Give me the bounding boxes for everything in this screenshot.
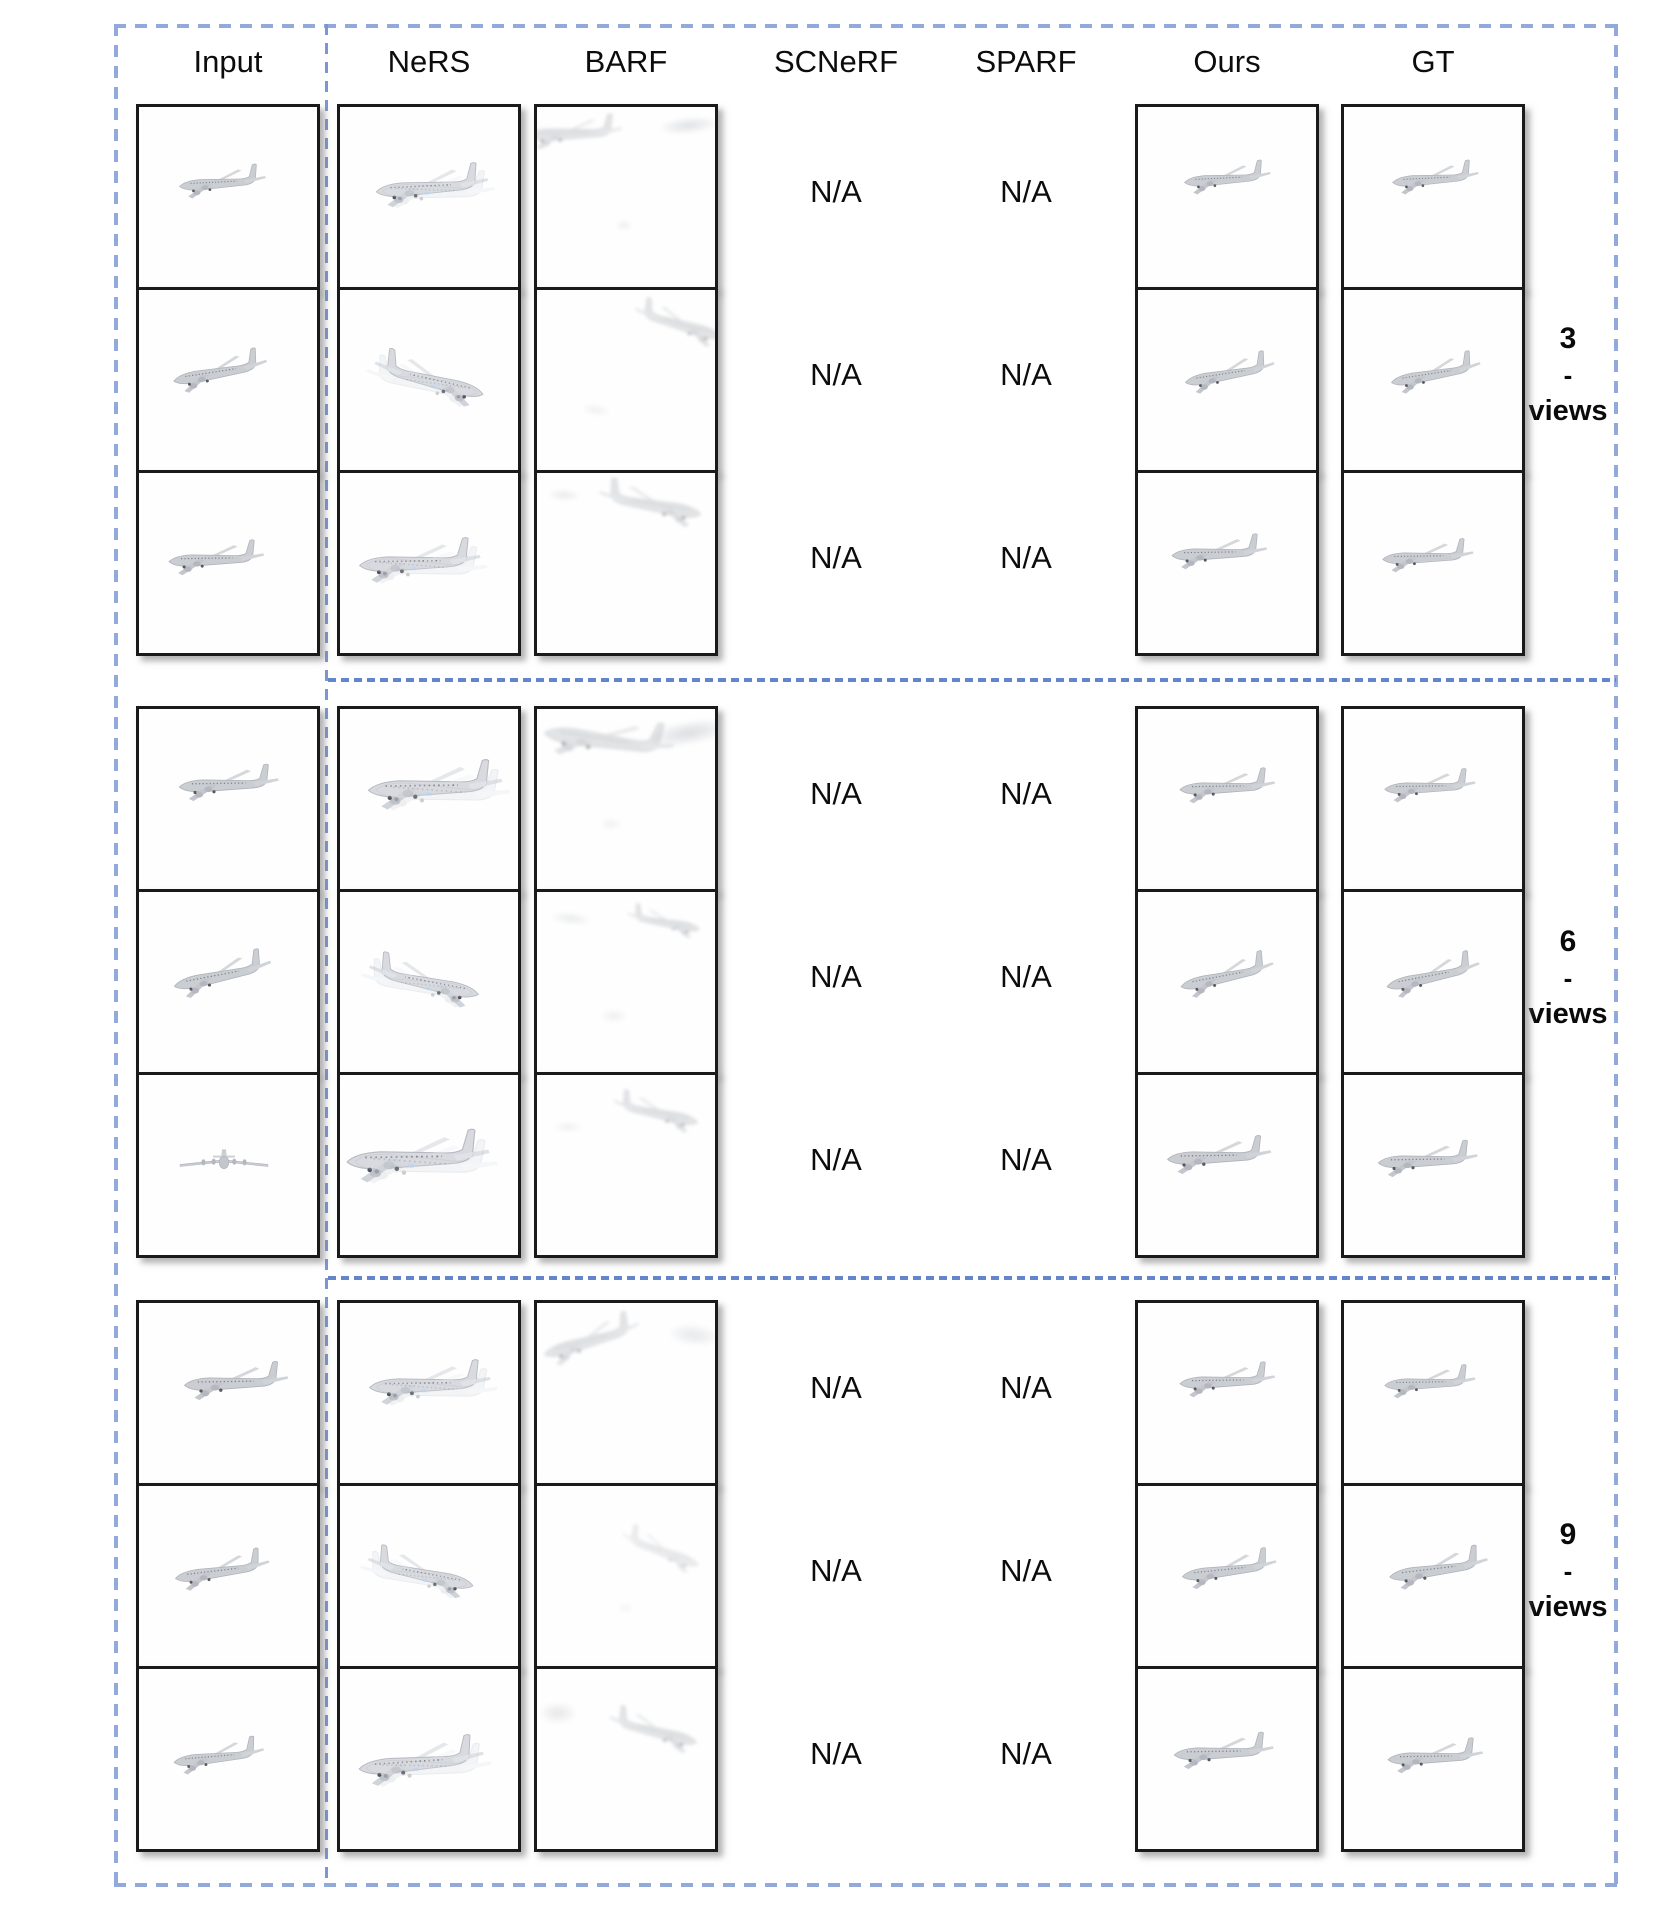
ours-image bbox=[1135, 1300, 1319, 1486]
barf-image bbox=[534, 1483, 718, 1669]
column-header-ners: NeRS bbox=[387, 44, 471, 79]
input-image bbox=[136, 889, 320, 1075]
input-image bbox=[136, 1072, 320, 1258]
ners-image bbox=[337, 1072, 521, 1258]
na-label-sparf: N/A bbox=[1000, 539, 1052, 575]
barf-image bbox=[534, 287, 718, 473]
ours-image bbox=[1135, 104, 1319, 290]
gt-image bbox=[1341, 287, 1525, 473]
ours-image bbox=[1135, 1483, 1319, 1669]
na-label-scnerf: N/A bbox=[810, 539, 862, 575]
group-label-dash: - bbox=[1563, 360, 1573, 390]
column-header-gt: GT bbox=[1411, 44, 1455, 79]
render-artifact bbox=[660, 115, 716, 136]
column-header-ours: Ours bbox=[1193, 44, 1261, 79]
na-label-scnerf: N/A bbox=[810, 1735, 862, 1771]
render-artifact bbox=[669, 1323, 718, 1348]
input-image bbox=[136, 1666, 320, 1852]
barf-image bbox=[534, 706, 718, 892]
render-artifact bbox=[616, 221, 632, 230]
group-label-number: 3 bbox=[1559, 322, 1577, 355]
figure-frame-top bbox=[114, 24, 1618, 28]
na-label-scnerf: N/A bbox=[810, 1552, 862, 1588]
render-artifact bbox=[554, 1122, 582, 1132]
na-label-sparf: N/A bbox=[1000, 1369, 1052, 1405]
na-label-scnerf: N/A bbox=[810, 1369, 862, 1405]
na-label-scnerf: N/A bbox=[810, 1141, 862, 1177]
figure-frame-bottom bbox=[114, 1883, 1618, 1887]
ours-image bbox=[1135, 889, 1319, 1075]
ners-image bbox=[337, 470, 521, 656]
render-artifact bbox=[601, 819, 621, 829]
group-separator-6v-9v bbox=[328, 1276, 1616, 1280]
group-separator-3v-6v bbox=[328, 678, 1616, 682]
render-artifact bbox=[552, 911, 591, 926]
figure-frame-left bbox=[114, 24, 118, 1886]
render-artifact bbox=[549, 489, 580, 501]
ners-image bbox=[337, 287, 521, 473]
na-label-sparf: N/A bbox=[1000, 775, 1052, 811]
gt-image bbox=[1341, 706, 1525, 892]
na-label-scnerf: N/A bbox=[810, 173, 862, 209]
input-image bbox=[136, 1300, 320, 1486]
gt-image bbox=[1341, 104, 1525, 290]
gt-image bbox=[1341, 1072, 1525, 1258]
column-header-barf: BARF bbox=[584, 44, 668, 79]
input-image bbox=[136, 470, 320, 656]
na-label-scnerf: N/A bbox=[810, 775, 862, 811]
group-label-word: views bbox=[1528, 395, 1608, 427]
render-artifact bbox=[619, 1604, 633, 1612]
column-header-sparf: SPARF bbox=[975, 44, 1077, 79]
na-label-sparf: N/A bbox=[1000, 356, 1052, 392]
barf-image bbox=[534, 1072, 718, 1258]
ours-image bbox=[1135, 470, 1319, 656]
na-label-scnerf: N/A bbox=[810, 958, 862, 994]
na-label-scnerf: N/A bbox=[810, 356, 862, 392]
column-header-input: Input bbox=[193, 44, 263, 79]
na-label-sparf: N/A bbox=[1000, 1552, 1052, 1588]
input-image bbox=[136, 706, 320, 892]
na-label-sparf: N/A bbox=[1000, 1735, 1052, 1771]
input-image bbox=[136, 104, 320, 290]
gt-image bbox=[1341, 889, 1525, 1075]
na-label-sparf: N/A bbox=[1000, 958, 1052, 994]
input-column-separator bbox=[325, 24, 328, 1886]
gt-image bbox=[1341, 1483, 1525, 1669]
ners-image bbox=[337, 1483, 521, 1669]
ners-image bbox=[337, 1300, 521, 1486]
gt-image bbox=[1341, 1666, 1525, 1852]
barf-image bbox=[534, 104, 718, 290]
group-label-word: views bbox=[1528, 998, 1608, 1030]
na-label-sparf: N/A bbox=[1000, 173, 1052, 209]
input-image bbox=[136, 1483, 320, 1669]
column-header-scnerf: SCNeRF bbox=[773, 44, 899, 79]
barf-image bbox=[534, 1300, 718, 1486]
gt-image bbox=[1341, 470, 1525, 656]
ours-image bbox=[1135, 1666, 1319, 1852]
group-label-dash: - bbox=[1563, 1556, 1573, 1586]
render-artifact bbox=[541, 1703, 575, 1723]
ners-image bbox=[337, 706, 521, 892]
group-label-word: views bbox=[1528, 1591, 1608, 1623]
group-label-number: 6 bbox=[1559, 925, 1577, 958]
ners-image bbox=[337, 1666, 521, 1852]
ners-image bbox=[337, 889, 521, 1075]
ours-image bbox=[1135, 706, 1319, 892]
group-label-number: 9 bbox=[1559, 1518, 1577, 1551]
ours-image bbox=[1135, 1072, 1319, 1258]
render-artifact bbox=[582, 403, 609, 417]
barf-image bbox=[534, 889, 718, 1075]
group-label-dash: - bbox=[1563, 963, 1573, 993]
ners-image bbox=[337, 104, 521, 290]
barf-image bbox=[534, 470, 718, 656]
na-label-sparf: N/A bbox=[1000, 1141, 1052, 1177]
gt-image bbox=[1341, 1300, 1525, 1486]
ours-image bbox=[1135, 287, 1319, 473]
input-image bbox=[136, 287, 320, 473]
barf-image bbox=[534, 1666, 718, 1852]
render-artifact bbox=[602, 1010, 626, 1022]
